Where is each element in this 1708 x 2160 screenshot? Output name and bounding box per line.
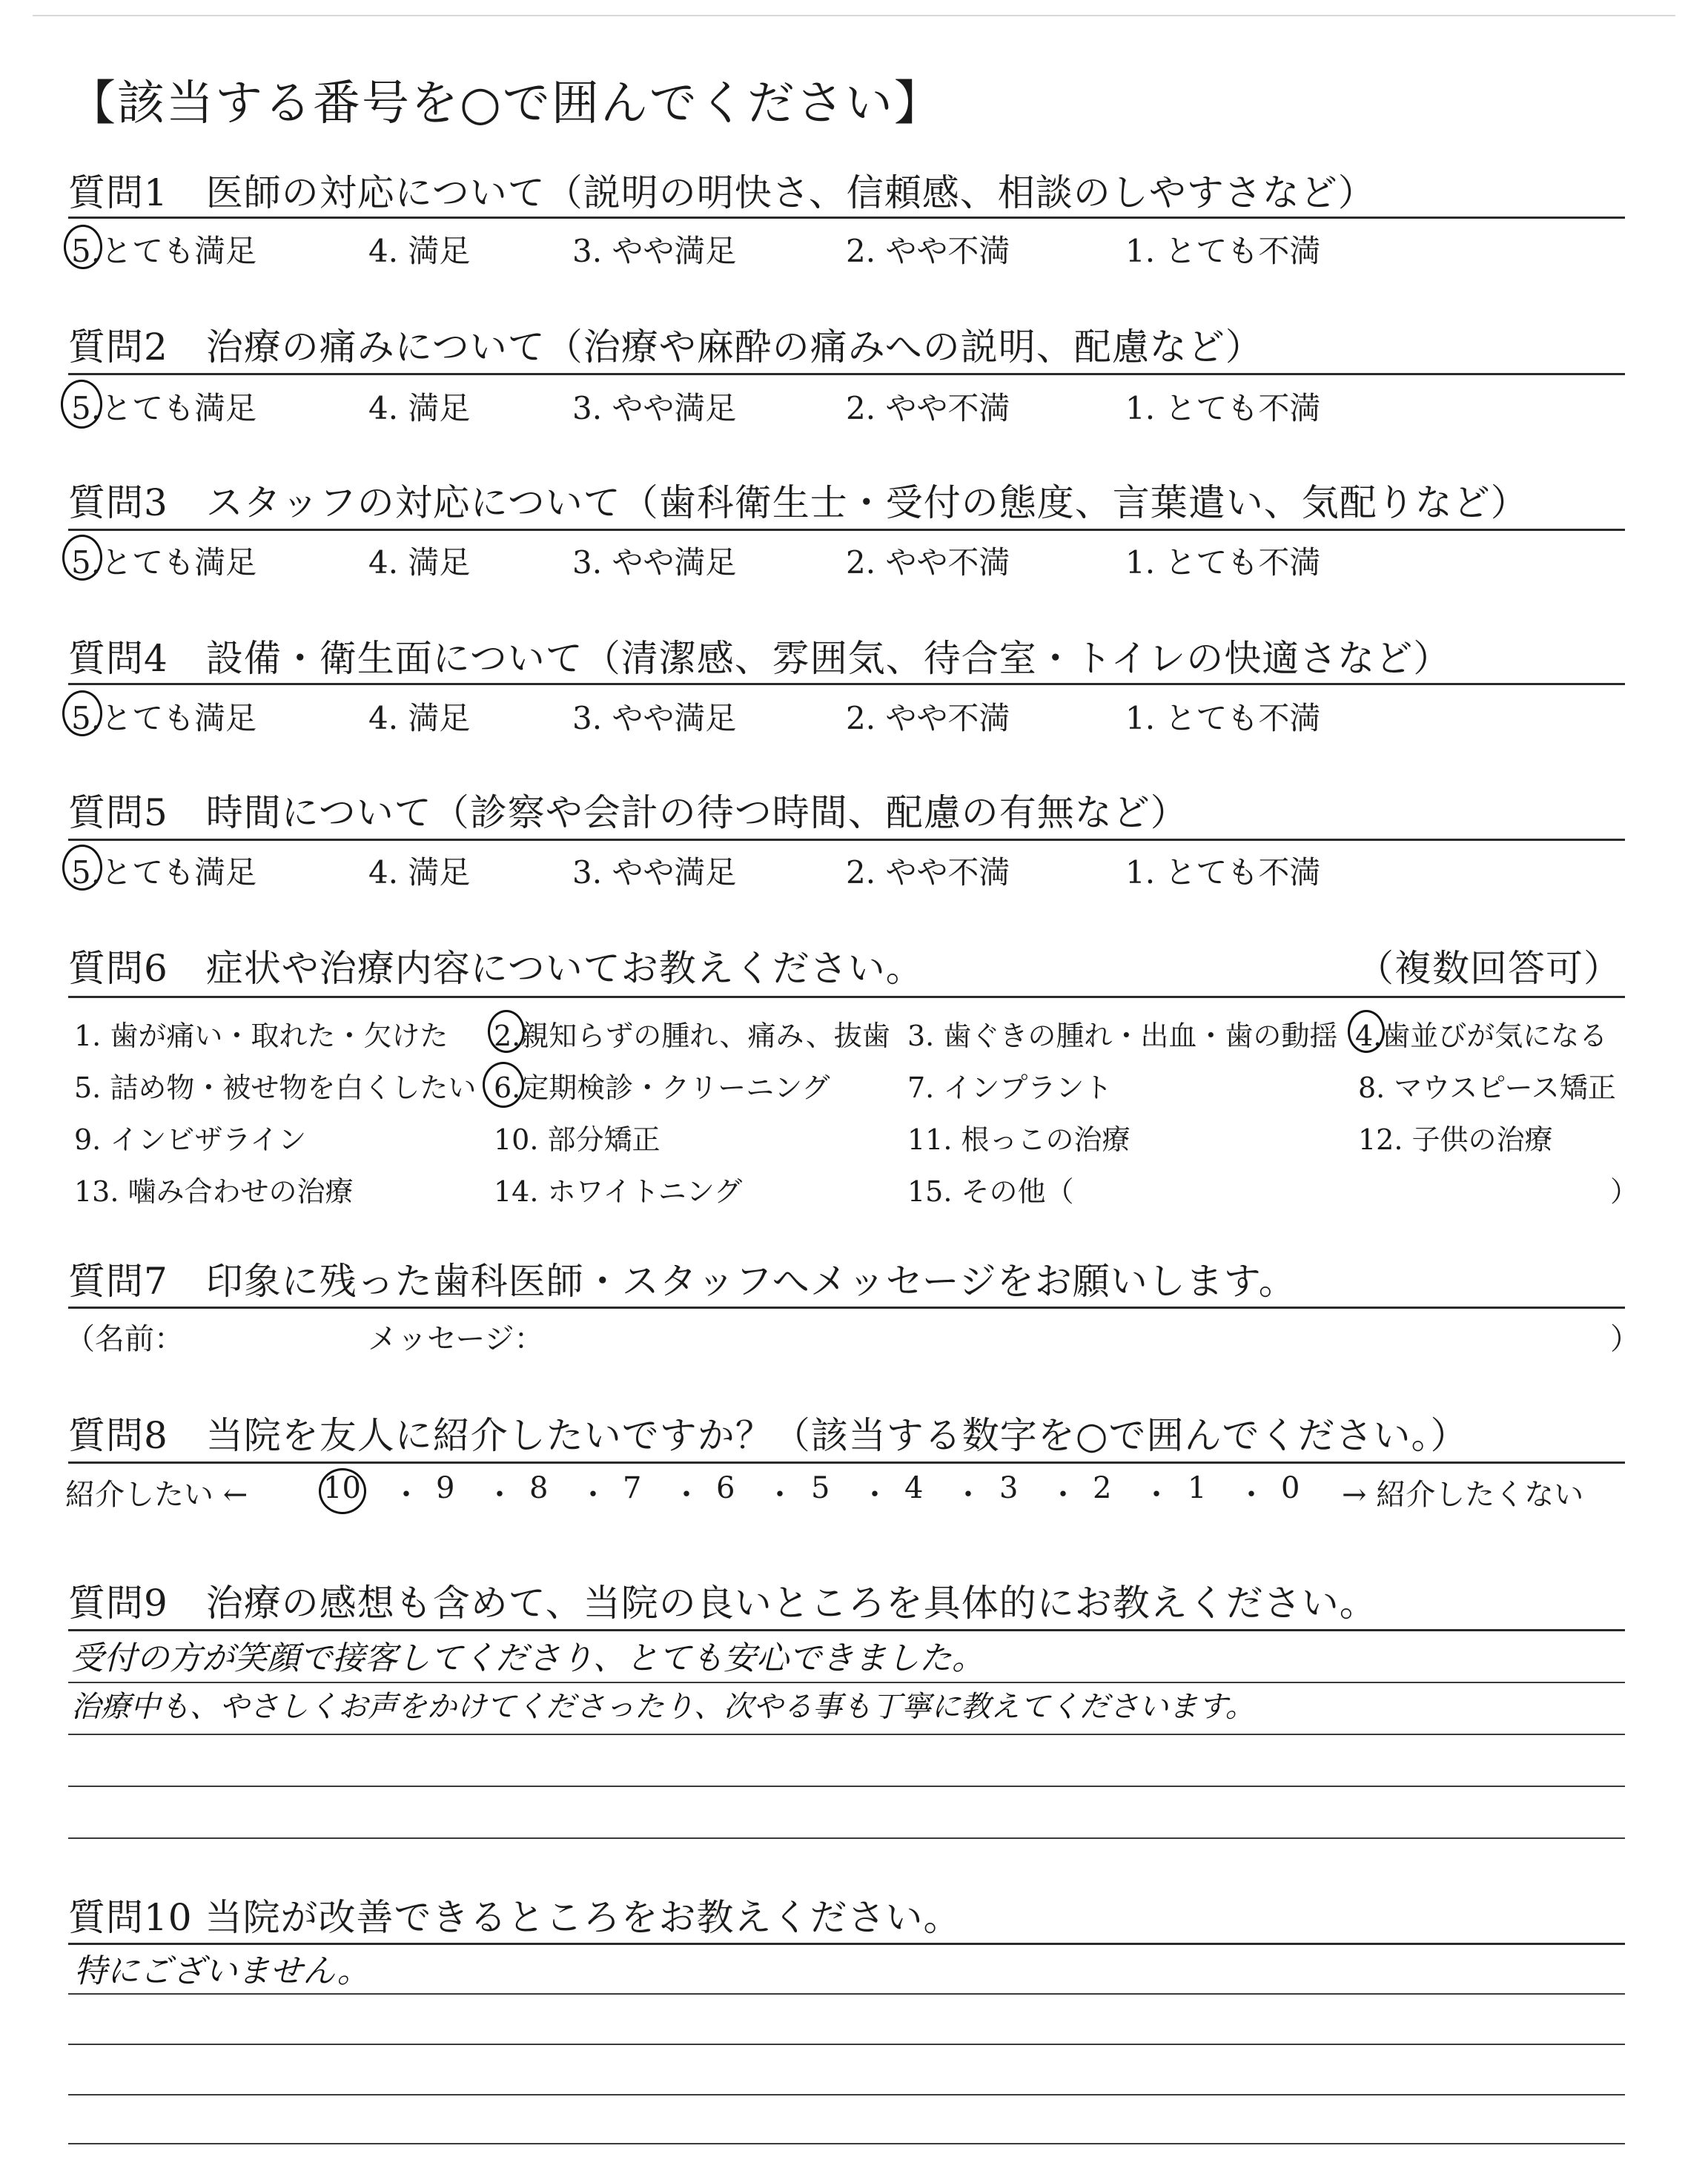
q6-option-15[interactable]: 15. その他（ bbox=[907, 1175, 1074, 1208]
q6-option-4[interactable]: 4.歯並びが気になる bbox=[1355, 1020, 1608, 1052]
q6-option-6[interactable]: 6.定期検診・クリーニング bbox=[494, 1071, 830, 1104]
q6-title: 質問6 症状や治療内容についてお教えください。 bbox=[68, 947, 924, 990]
q8-scale-6[interactable]: 6 bbox=[716, 1471, 735, 1505]
q6-option-14[interactable]: 14. ホワイトニング bbox=[494, 1175, 743, 1208]
q5-option-5[interactable]: 5.とても満足 bbox=[71, 854, 257, 891]
q6-rule bbox=[68, 996, 1625, 998]
q4-rule bbox=[68, 683, 1625, 685]
q8-scale-2[interactable]: 2 bbox=[1093, 1471, 1112, 1505]
q2-rule bbox=[68, 373, 1625, 375]
q8-scale-4[interactable]: 4 bbox=[904, 1471, 924, 1505]
q8-dot: ・ bbox=[765, 1478, 795, 1512]
q8-dot: ・ bbox=[1237, 1478, 1266, 1512]
q6-option-13[interactable]: 13. 噛み合わせの治療 bbox=[74, 1175, 354, 1208]
q4-option-4[interactable]: 4. 満足 bbox=[368, 700, 471, 736]
q4-option-2[interactable]: 2. やや不満 bbox=[846, 700, 1010, 736]
q6-multiple-answer-note: （複数回答可） bbox=[1357, 947, 1621, 990]
q10-answer-rule bbox=[68, 2044, 1625, 2045]
q6-option-5[interactable]: 5. 詰め物・被せ物を白くしたい bbox=[74, 1071, 477, 1104]
q2-option-2[interactable]: 2. やや不満 bbox=[846, 390, 1010, 426]
q2-option-3[interactable]: 3. やや満足 bbox=[572, 390, 737, 426]
q3-option-1[interactable]: 1. とても不満 bbox=[1125, 544, 1321, 581]
q5-title: 質問5 時間について（診察や会計の待つ時間、配慮の有無など） bbox=[68, 791, 1188, 834]
q2-option-4[interactable]: 4. 満足 bbox=[368, 390, 471, 426]
q8-dot: ・ bbox=[578, 1478, 608, 1512]
q10-answer-rule bbox=[68, 1993, 1625, 1995]
q7-rule bbox=[68, 1307, 1625, 1309]
q8-dot: ・ bbox=[860, 1478, 890, 1512]
q8-dot: ・ bbox=[672, 1478, 701, 1512]
q9-answer-rule bbox=[68, 1786, 1625, 1787]
q8-rule bbox=[68, 1462, 1625, 1464]
q10-answer-rule bbox=[68, 2094, 1625, 2095]
q7-title: 質問7 印象に残った歯科医師・スタッフへメッセージをお願いします。 bbox=[68, 1260, 1297, 1303]
q8-dot: ・ bbox=[391, 1478, 421, 1512]
q5-rule bbox=[68, 839, 1625, 841]
q9-answer-line-2: 治療中も、やさしくお声をかけてくださったり、次やる事も丁寧に教えてくださいます。 bbox=[71, 1690, 1255, 1724]
q4-title: 質問4 設備・衛生面について（清潔感、雰囲気、待合室・トイレの快適さなど） bbox=[68, 637, 1452, 680]
q6-option-12[interactable]: 12. 子供の治療 bbox=[1358, 1123, 1553, 1156]
q8-scale-9[interactable]: 9 bbox=[436, 1471, 455, 1505]
q6-option-8[interactable]: 8. マウスピース矯正 bbox=[1358, 1071, 1616, 1104]
q8-scale-5[interactable]: 5 bbox=[811, 1471, 830, 1505]
q8-dot: ・ bbox=[1048, 1478, 1078, 1512]
q3-option-5[interactable]: 5.とても満足 bbox=[71, 544, 257, 581]
q9-answer-line-1: 受付の方が笑顔で接客してくださり、とても安心できました。 bbox=[71, 1639, 984, 1677]
q8-scale-7[interactable]: 7 bbox=[623, 1471, 642, 1505]
q7-close-paren: ） bbox=[1610, 1322, 1640, 1356]
q6-option-1[interactable]: 1. 歯が痛い・取れた・欠けた bbox=[74, 1020, 448, 1052]
q8-right-label: → 紹介したくない bbox=[1342, 1478, 1584, 1512]
q6-option-7[interactable]: 7. インプラント bbox=[907, 1071, 1113, 1104]
q1-option-5[interactable]: 5.とても満足 bbox=[71, 233, 257, 269]
q8-scale-3[interactable]: 3 bbox=[999, 1471, 1019, 1505]
q1-option-3[interactable]: 3. やや満足 bbox=[572, 233, 737, 269]
q5-option-3[interactable]: 3. やや満足 bbox=[572, 854, 737, 891]
q9-answer-rule bbox=[68, 1837, 1625, 1839]
q8-scale-1[interactable]: 1 bbox=[1188, 1471, 1207, 1505]
q1-option-1[interactable]: 1. とても不満 bbox=[1125, 233, 1321, 269]
q6-option-11[interactable]: 11. 根っこの治療 bbox=[907, 1123, 1131, 1156]
q3-option-4[interactable]: 4. 満足 bbox=[368, 544, 471, 581]
q10-answer-rule bbox=[68, 2143, 1625, 2144]
q4-option-5[interactable]: 5.とても満足 bbox=[71, 700, 257, 736]
q3-option-2[interactable]: 2. やや不満 bbox=[846, 544, 1010, 581]
q2-title: 質問2 治療の痛みについて（治療や麻酔の痛みへの説明、配慮など） bbox=[68, 326, 1263, 369]
q3-title: 質問3 スタッフの対応について（歯科衛生士・受付の態度、言葉遣い、気配りなど） bbox=[68, 481, 1529, 524]
q2-option-5[interactable]: 5.とても満足 bbox=[71, 390, 257, 426]
q6-option-10[interactable]: 10. 部分矯正 bbox=[494, 1123, 661, 1156]
q5-option-1[interactable]: 1. とても不満 bbox=[1125, 854, 1321, 891]
form-header: 【該当する番号を○で囲んでください】 bbox=[68, 76, 943, 131]
q3-option-3[interactable]: 3. やや満足 bbox=[572, 544, 737, 581]
q8-scale-10[interactable]: 10 bbox=[323, 1471, 361, 1505]
q1-rule bbox=[68, 217, 1625, 219]
q6-option-3[interactable]: 3. 歯ぐきの腫れ・出血・歯の動揺 bbox=[907, 1020, 1338, 1052]
q7-message-label: メッセージ： bbox=[368, 1322, 544, 1356]
q5-option-2[interactable]: 2. やや不満 bbox=[846, 854, 1010, 891]
q4-option-1[interactable]: 1. とても不満 bbox=[1125, 700, 1321, 736]
q9-title: 質問9 治療の感想も含めて、当院の良いところを具体的にお教えください。 bbox=[68, 1582, 1377, 1625]
q10-answer-line-1: 特にございません。 bbox=[74, 1952, 370, 1990]
q5-option-4[interactable]: 4. 満足 bbox=[368, 854, 471, 891]
q4-option-3[interactable]: 3. やや満足 bbox=[572, 700, 737, 736]
q1-option-4[interactable]: 4. 満足 bbox=[368, 233, 471, 269]
q9-answer-rule bbox=[68, 1734, 1625, 1735]
q8-scale-8[interactable]: 8 bbox=[529, 1471, 549, 1505]
q8-dot: ・ bbox=[485, 1478, 514, 1512]
q8-dot: ・ bbox=[1142, 1478, 1171, 1512]
q8-scale-0[interactable]: 0 bbox=[1281, 1471, 1300, 1505]
q1-option-2[interactable]: 2. やや不満 bbox=[846, 233, 1010, 269]
page-top-border bbox=[33, 15, 1675, 16]
q3-rule bbox=[68, 529, 1625, 531]
q2-option-1[interactable]: 1. とても不満 bbox=[1125, 390, 1321, 426]
q6-option-2[interactable]: 2.親知らずの腫れ、痛み、抜歯 bbox=[494, 1020, 890, 1052]
q8-left-label: 紹介したい ← bbox=[65, 1478, 248, 1512]
q8-dot: ・ bbox=[953, 1478, 983, 1512]
q10-title: 質問10 当院が改善できるところをお教えください。 bbox=[68, 1896, 961, 1939]
q6-other-close-paren: ） bbox=[1610, 1175, 1639, 1208]
q7-name-label: （名前： bbox=[65, 1322, 184, 1356]
q1-title: 質問1 医師の対応について（説明の明快さ、信頼感、相談のしやすさなど） bbox=[68, 171, 1376, 214]
q6-option-9[interactable]: 9. インビザライン bbox=[74, 1123, 307, 1156]
q8-title: 質問8 当院を友人に紹介したいですか？（該当する数字を○で囲んでください。） bbox=[68, 1414, 1469, 1457]
